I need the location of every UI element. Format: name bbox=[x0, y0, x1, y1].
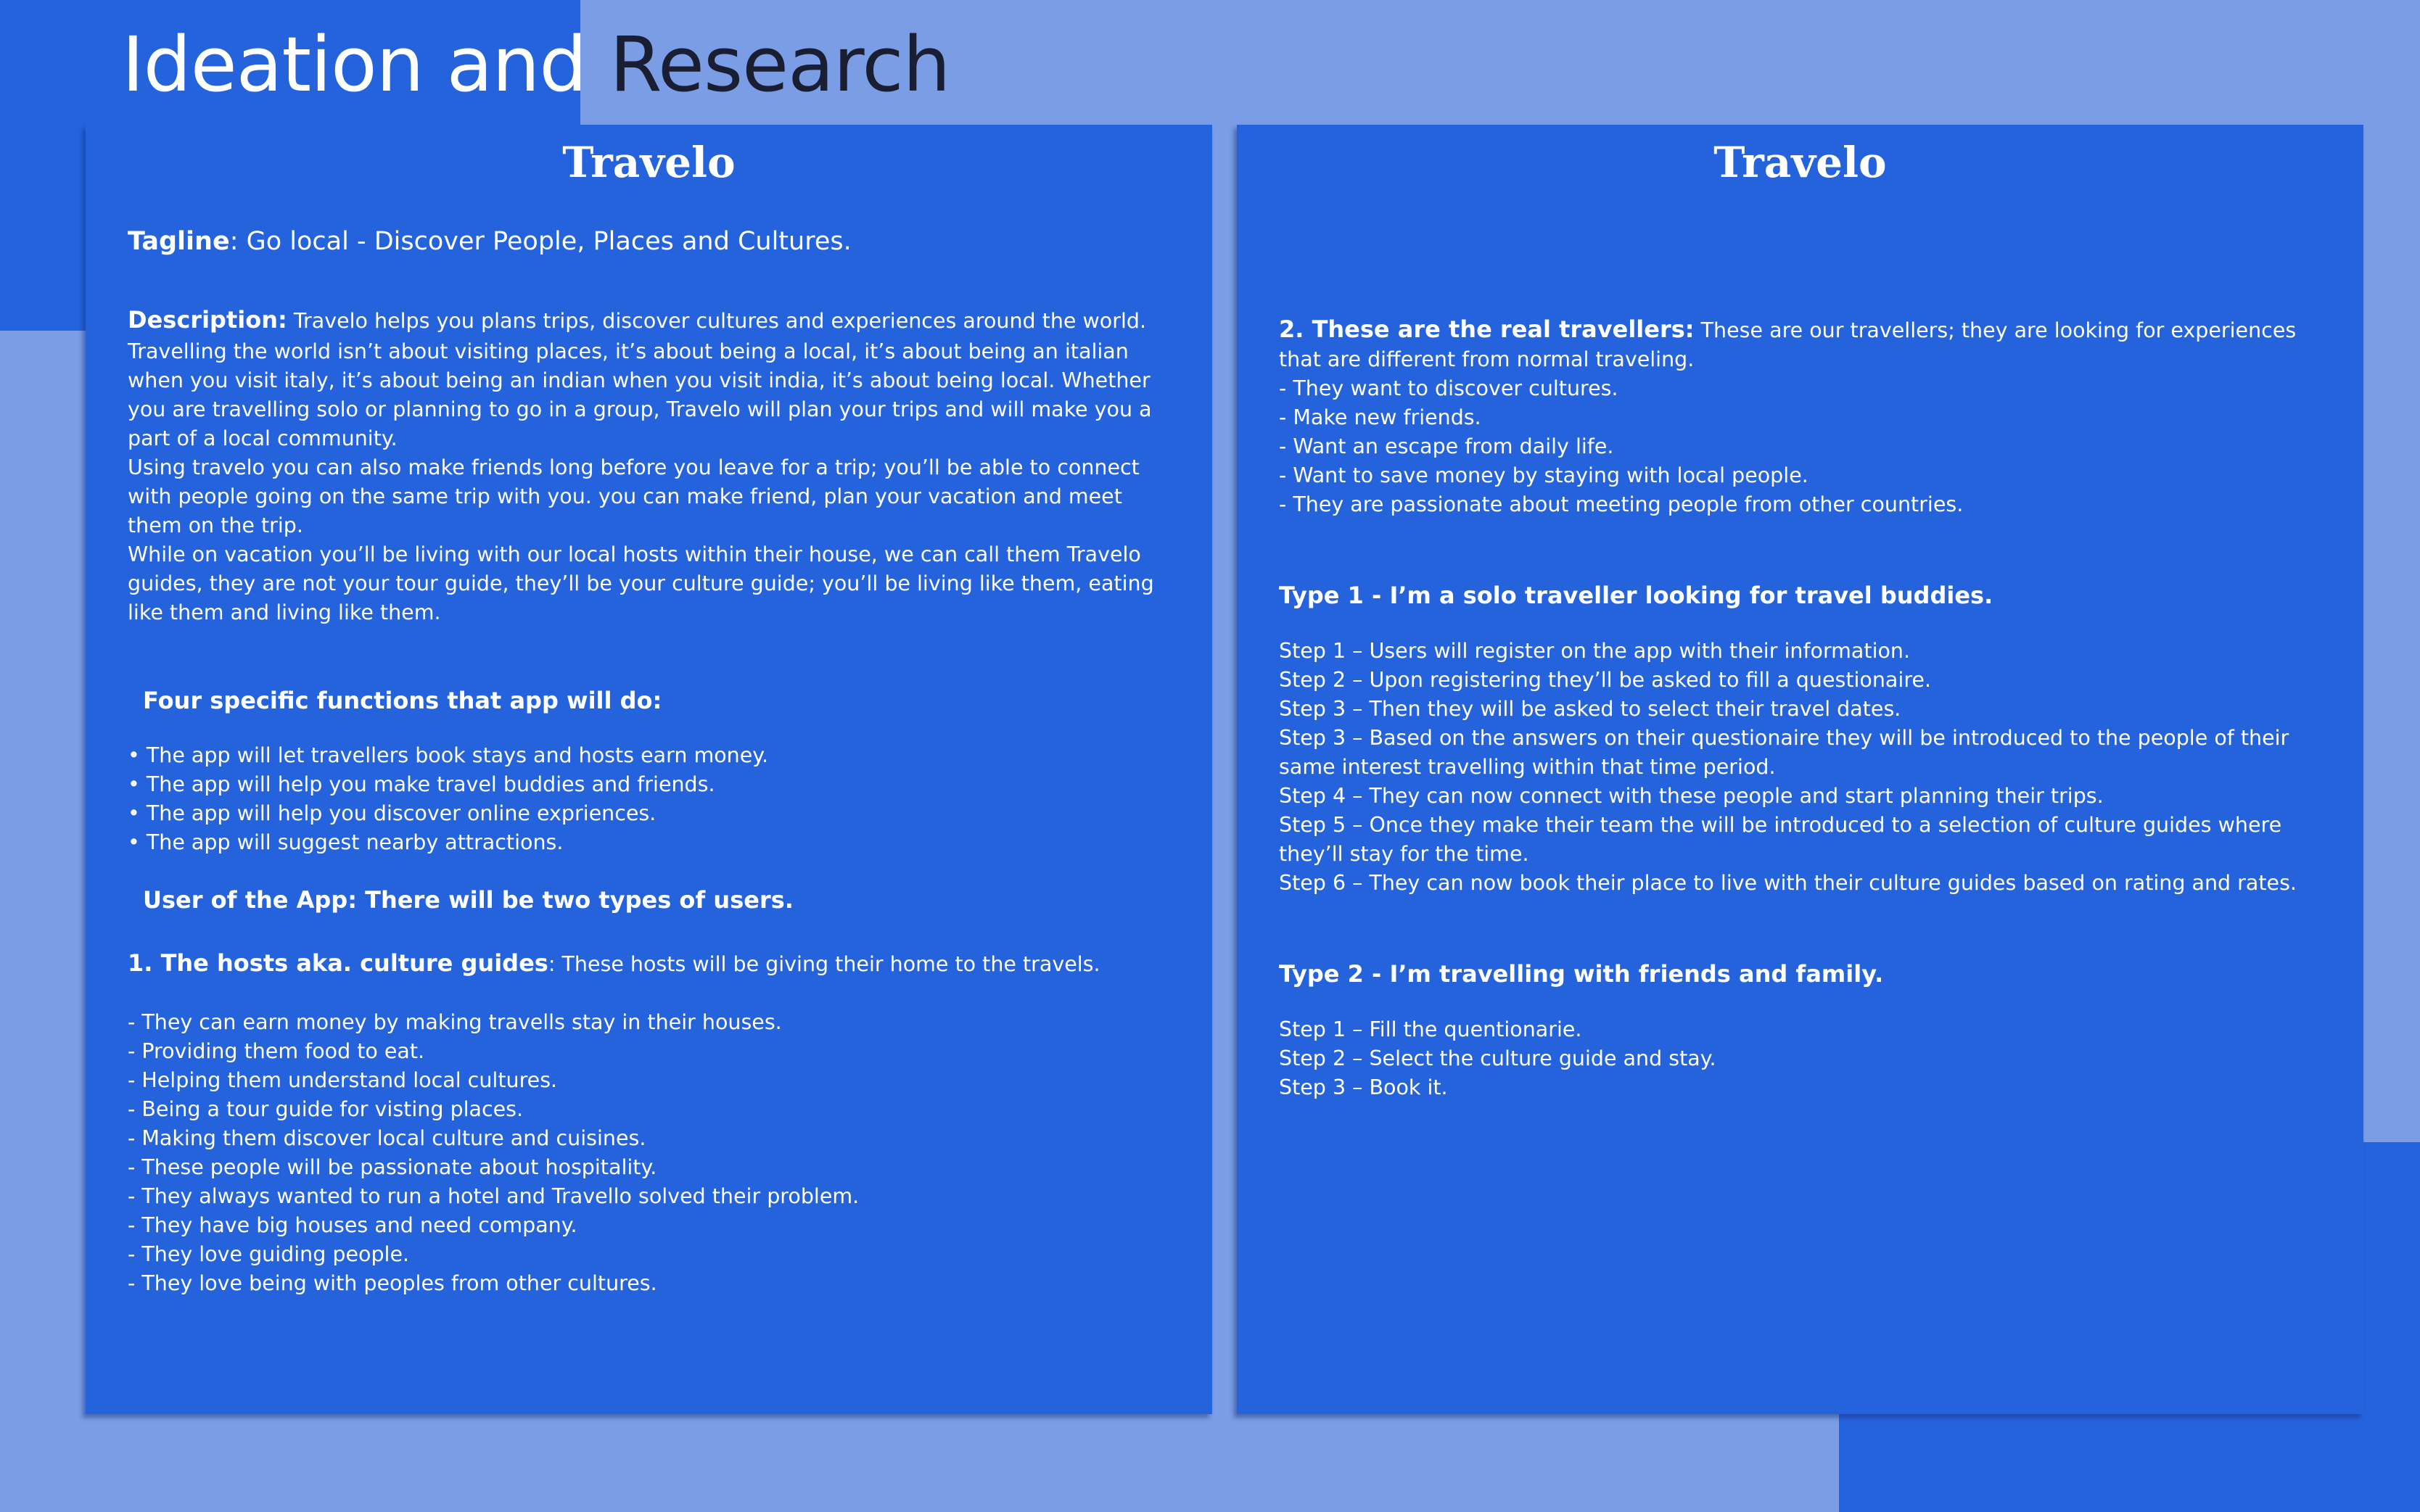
step-item: Step 3 – Based on the answers on their questionaire they will be introduced to the people of their same interest travelling within that time period. bbox=[1279, 726, 2289, 779]
tagline bbox=[128, 224, 1170, 259]
list-item: - They love being with peoples from other cultures. bbox=[128, 1271, 657, 1295]
list-item: - Want an escape from daily life. bbox=[1279, 434, 1614, 458]
step-item: Step 2 – Upon registering they’ll be asked to fill a questionaire. bbox=[1279, 668, 1932, 692]
tagline-label: Tagline bbox=[128, 227, 230, 256]
description-text-1: Travelo helps you plans trips, discover cultures and experiences around the world. Travelling the world isn’t about visiting places, it’s about being a local, it’s about being an italian when you visit italy, it’s about being an indian when you visit india, it’s about being local. Whether you are travelling solo or planning to go in a group, Travelo will plan your trips and will make you a part of a local community. bbox=[128, 309, 1152, 450]
description-paragraph-2: Using travelo you can also make friends long before you leave for a trip; you’ll be able to connect with people going on the same trip with you. you can make friend, plan your vacation and meet them on the trip. bbox=[128, 455, 1140, 537]
function-item: • The app will suggest nearby attractions. bbox=[128, 830, 564, 854]
function-item: • The app will let travellers book stays and hosts earn money. bbox=[128, 743, 769, 767]
hosts-points-list bbox=[128, 1008, 1170, 1298]
page-title-part1: Ideation and bbox=[122, 20, 610, 109]
left-card-title: Travelo bbox=[562, 138, 736, 187]
step-item: Step 3 – Then they will be asked to select their travel dates. bbox=[1279, 697, 1901, 721]
description-paragraph-1 bbox=[128, 302, 1172, 453]
list-item: - Want to save money by staying with local people. bbox=[1279, 463, 1808, 487]
functions-list bbox=[128, 741, 1170, 857]
function-item: • The app will help you discover online expriences. bbox=[128, 801, 657, 825]
travellers-intro bbox=[1279, 315, 2316, 374]
step-item: Step 6 – They can now book their place to live with their culture guides based on rating and rates. bbox=[1279, 871, 2297, 895]
list-item: - They always wanted to run a hotel and Travello solved their problem. bbox=[128, 1184, 860, 1208]
list-item: - These people will be passionate about hospitality. bbox=[128, 1155, 657, 1179]
hosts-intro bbox=[128, 949, 1170, 979]
travellers-points-list bbox=[1279, 374, 2321, 519]
users-heading: User of the App: There will be two types of users. bbox=[143, 886, 794, 914]
right-card bbox=[1237, 125, 2363, 1414]
step-item: Step 1 – Fill the quentionarie. bbox=[1279, 1017, 1582, 1041]
description-paragraph-3: While on vacation you’ll be living with our local hosts within their house, we can call them Travelo guides, they are not your tour guide, they’ll be your culture guide; you’ll be living like them, eating like them and living like them. bbox=[128, 542, 1154, 624]
functions-heading: Four specific functions that app will do: bbox=[143, 687, 662, 714]
right-card-title: Travelo bbox=[1713, 138, 1887, 187]
type1-steps bbox=[1279, 637, 2316, 898]
description-label: Description: bbox=[128, 306, 287, 334]
step-item: Step 4 – They can now connect with these people and start planning their trips. bbox=[1279, 784, 2104, 808]
page-title bbox=[122, 10, 950, 119]
list-item: - They can earn money by making travells stay in their houses. bbox=[128, 1010, 782, 1034]
hosts-text: : These hosts will be giving their home to the travels. bbox=[548, 952, 1100, 976]
type1-heading: Type 1 - I’m a solo traveller looking for travel buddies. bbox=[1279, 582, 1993, 609]
step-item: Step 2 – Select the culture guide and stay. bbox=[1279, 1046, 1716, 1070]
type2-heading: Type 2 - I’m travelling with friends and family. bbox=[1279, 960, 1884, 988]
list-item: - Being a tour guide for visting places. bbox=[128, 1097, 524, 1121]
list-item: - Make new friends. bbox=[1279, 405, 1481, 429]
travellers-text: These are our travellers; they are looking for experiences that are different from normal traveling. bbox=[1279, 318, 2297, 371]
hosts-label: 1. The hosts aka. culture guides bbox=[128, 949, 548, 977]
list-item: - Helping them understand local cultures. bbox=[128, 1068, 558, 1092]
page-title-part2: Research bbox=[609, 20, 950, 109]
list-item: - They have big houses and need company. bbox=[128, 1213, 577, 1237]
description bbox=[128, 302, 1172, 627]
step-item: Step 5 – Once they make their team the will be introduced to a selection of culture guides where they’ll stay for the time. bbox=[1279, 813, 2282, 866]
list-item: - They love guiding people. bbox=[128, 1242, 410, 1266]
step-item: Step 1 – Users will register on the app with their information. bbox=[1279, 639, 1911, 663]
list-item: - They want to discover cultures. bbox=[1279, 376, 1618, 400]
travellers-label: 2. These are the real travellers: bbox=[1279, 315, 1695, 343]
list-item: - Making them discover local culture and cuisines. bbox=[128, 1126, 646, 1150]
list-item: - Providing them food to eat. bbox=[128, 1039, 425, 1063]
list-item: - They are passionate about meeting people from other countries. bbox=[1279, 492, 1964, 516]
left-card bbox=[86, 125, 1212, 1414]
step-item: Step 3 – Book it. bbox=[1279, 1075, 1448, 1099]
function-item: • The app will help you make travel buddies and friends. bbox=[128, 772, 715, 796]
tagline-text: : Go local - Discover People, Places and Cultures. bbox=[229, 227, 852, 256]
type2-steps bbox=[1279, 1015, 2321, 1102]
